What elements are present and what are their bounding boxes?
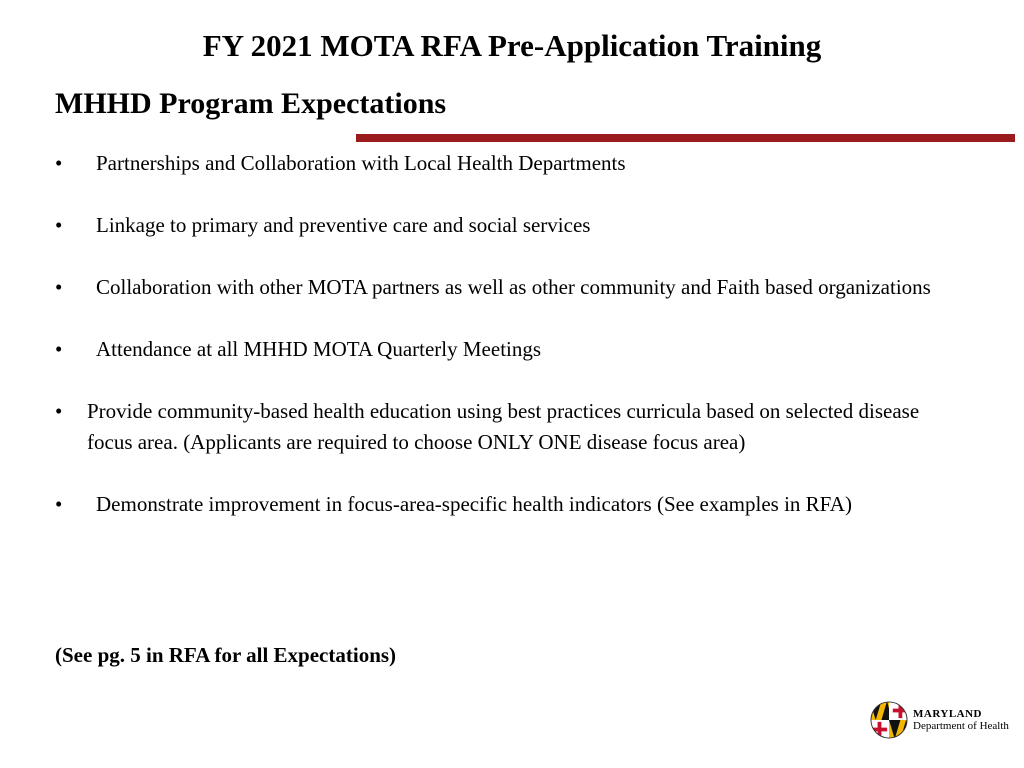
bullet-icon: • — [55, 337, 63, 361]
list-item — [55, 489, 935, 520]
slide-title: FY 2021 MOTA RFA Pre-Application Training — [202, 28, 822, 63]
bullet-text: Partnerships and Collaboration with Local Health Departments — [96, 151, 626, 175]
expectations-list — [55, 148, 935, 551]
list-item — [55, 334, 935, 365]
section-heading: MHHD Program Expectations — [55, 87, 447, 120]
list-item — [55, 272, 935, 303]
bullet-icon: • — [55, 151, 63, 175]
list-item — [55, 210, 935, 241]
bullet-icon: • — [55, 213, 63, 237]
logo-title: MARYLAND — [913, 708, 982, 720]
bullet-icon: • — [55, 275, 63, 299]
maryland-health-logo — [870, 698, 1020, 742]
bullet-text: Linkage to primary and preventive care and social services — [96, 213, 591, 237]
list-item — [55, 396, 935, 458]
bullet-text: Attendance at all MHHD MOTA Quarterly Meetings — [96, 337, 542, 361]
bullet-text: Demonstrate improvement in focus-area-specific health indicators (See examples in RFA) — [96, 492, 852, 516]
bullet-icon: • — [55, 492, 63, 516]
bullet-text: Provide community-based health education using best practices curricula based on selected disease focus area. (Applicants are required to choose ONLY ONE disease focus area) — [87, 399, 920, 454]
maryland-flag-icon — [870, 701, 908, 739]
footnote: (See pg. 5 in RFA for all Expectations) — [55, 643, 397, 667]
accent-divider — [356, 134, 1015, 142]
bullet-text: Collaboration with other MOTA partners as well as other community and Faith based organizations — [96, 275, 931, 299]
bullet-icon: • — [55, 399, 63, 423]
list-item — [55, 148, 935, 179]
logo-subtitle: Department of Health — [913, 720, 1009, 732]
